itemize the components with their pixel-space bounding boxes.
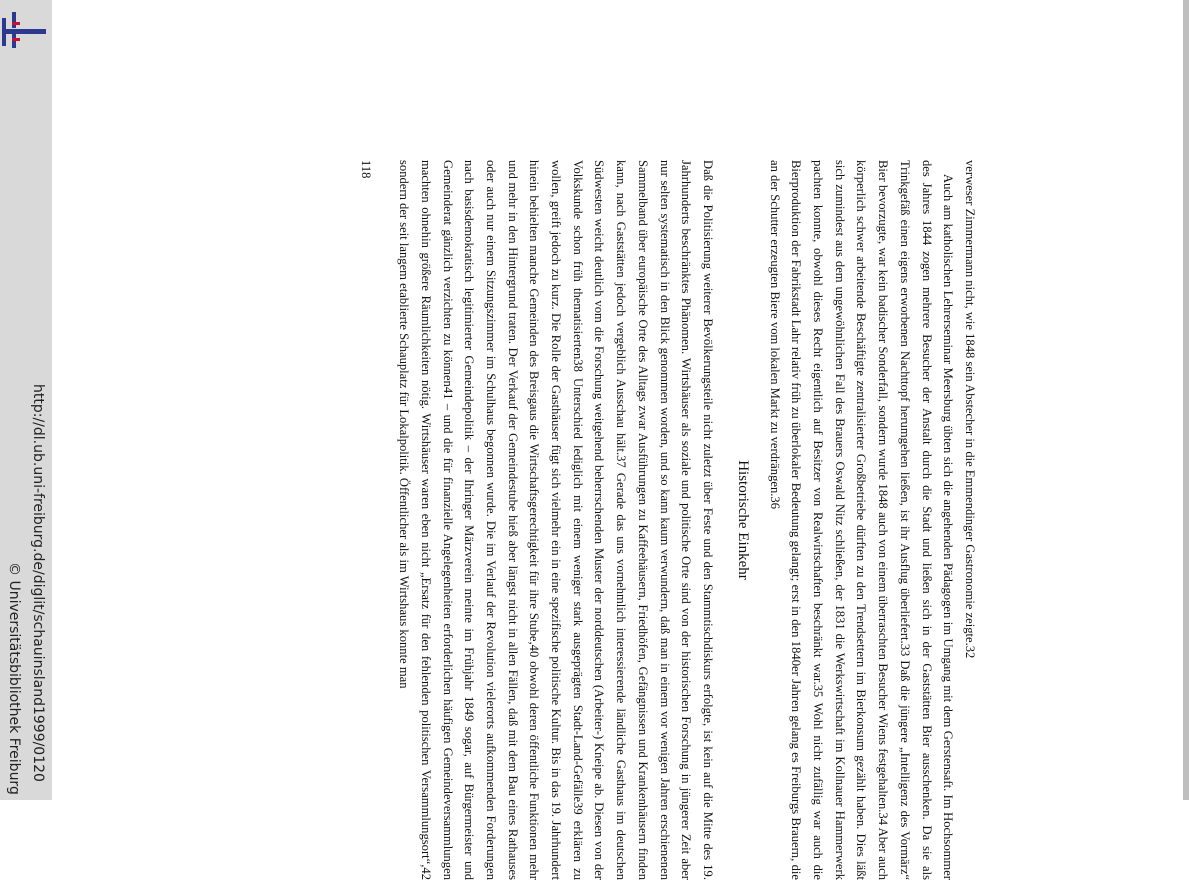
scrollbar-track[interactable] — [1183, 0, 1189, 800]
paragraph-3: Daß die Politisierung weiterer Bevölkerungsteile nicht zuletzt über Feste und den Stammtischdiskurs erfolgte, ist kein auf die Mitte des 19. Jahrhunderts beschränktes Phänomen. Wirtshäuser als soziale und politische Orte sind von der historischen Forschung in jüngerer Zeit aber nur selten systematisch in den Blick genommen worden, und so kann kaum verwundern, daß man in einem vor wenigen Jahren erschienenen Sammelband über europäische Orte des Alltags zwar Ausführungen zu Kaffeehäusern, Friedhöfen, Gefängnissen und Krankenhäusern finden kann, nach Gaststätten jedoch vergeblich Ausschau hält.37 Gerade das uns vornehmlich interessierende ländliche Gasthaus im deutschen Südwesten weicht deutlich vom die Forschung weitgehend beherrschenden Muster der norddeutschen (Arbeiter-) Kneipe ab. Diesen von der Volkskunde schon früh thematisierten38 Unterschied lediglich mit einem weniger stark ausgeprägten Stadt-Land-Gefälle39 erklären zu wollen, greift jedoch zu kurz. Die Rolle der Gasthäuser fügt sich vielmehr ein in eine spezifische politische Kultur. Bis in das 19. Jahrhundert hinein behielten manche Gemeinden des Breisgaus die Wirtschaftsgerechtigkeit für ihre Stube,40 obwohl deren öffentliche Funktionen mehr und mehr in den Hintergrund traten. Der Verkauf der Gemeindestube hieß aber längst nicht in allen Fällen, daß mit dem Bau eines Rathauses oder auch nur einem Sitzungszimmer im Schulhaus begonnen wurde. Die im Verlauf der Revolution vielerorts aufkommenden Forderungen nach basisdemokratisch legitimierter Gemeindepolitik – der Ihringer Märzverein meinte im Frühjahr 1849 sogar, auf Bürgermeister und Gemeinderat gänzlich verzichten zu können41 – und die für finanzielle Angelegenheiten erforderlichen häufigen Gemeindeversammlungen machten ohnehin größere Räumlichkeiten nötig. Wirtshäuser waren eben nicht „Ersatz für den fehlenden politischen Versammlungsort“,42 sondern der seit langem etablierte Schauplatz für Lokalpolitik. Öffentlicher als im Wirtshaus konnte man — [397, 160, 715, 880]
copyright-notice: © Universitätsbibliothek Freiburg — [6, 562, 22, 795]
ub-freiburg-logo-icon[interactable] — [2, 12, 46, 52]
section-heading: Historische Einkehr — [734, 460, 751, 580]
paragraph-1: verweser Zimmermann nicht, wie 1848 sein Abstecher in die Emmendinger Gastronomie zeigte.32 — [963, 160, 977, 659]
document-url[interactable]: http://dl.ub.uni-freiburg.de/diglit/schauinsland1999/0120 — [30, 384, 46, 782]
page-number: 118 — [359, 160, 374, 179]
scanned-page — [242, 160, 980, 880]
viewer-sidebar — [0, 0, 52, 800]
paragraph-2: Auch am katholischen Lehrerseminar Meersburg übten sich die angehenden Pädagogen im Umgang mit dem Gerstensaft. Im Hochsommer des Jahres 1844 zogen mehrere Besucher der Anstalt durch die Stadt und ließen sich in der Gaststätten Bier ausschenken. Da sie als Trinkgefäß einen eigens erworbenen Nachttopf herumgehen ließen, ist ihr Ausflug überliefert.33 Daß die jüngere „Intelligenz des Vormärz“ Bier bevorzugte, war kein badischer Sonderfall, sondern wurde 1848 auch von einem überraschten Besucher Wiens festgehalten.34 Aber auch körperlich schwer arbeitende Beschäftigte zentralisierter Großbetriebe dürften zu den Trendsettern im Bierkonsum gezählt haben. Dies läßt sich zumindest aus dem ungewöhnlichen Fall des Brauers Oswald Nitz schließen, der 1831 die Werkswirtschaft im Kollnauer Hammerwerk pachten konnte, obwohl dieses Recht eigentlich auf Besitzer von Realwirtschaften beschränkt war.35 Wohl nicht zufällig war auch die Bierproduktion der Fabrikstadt Lahr relativ früh zu überlokaler Bedeutung gelangt; erst in den 1840er Jahren gelang es Freiburgs Brauern, die an der Schutter erzeugten Biere vom lokalen Markt zu verdrängen.36 — [767, 160, 956, 880]
